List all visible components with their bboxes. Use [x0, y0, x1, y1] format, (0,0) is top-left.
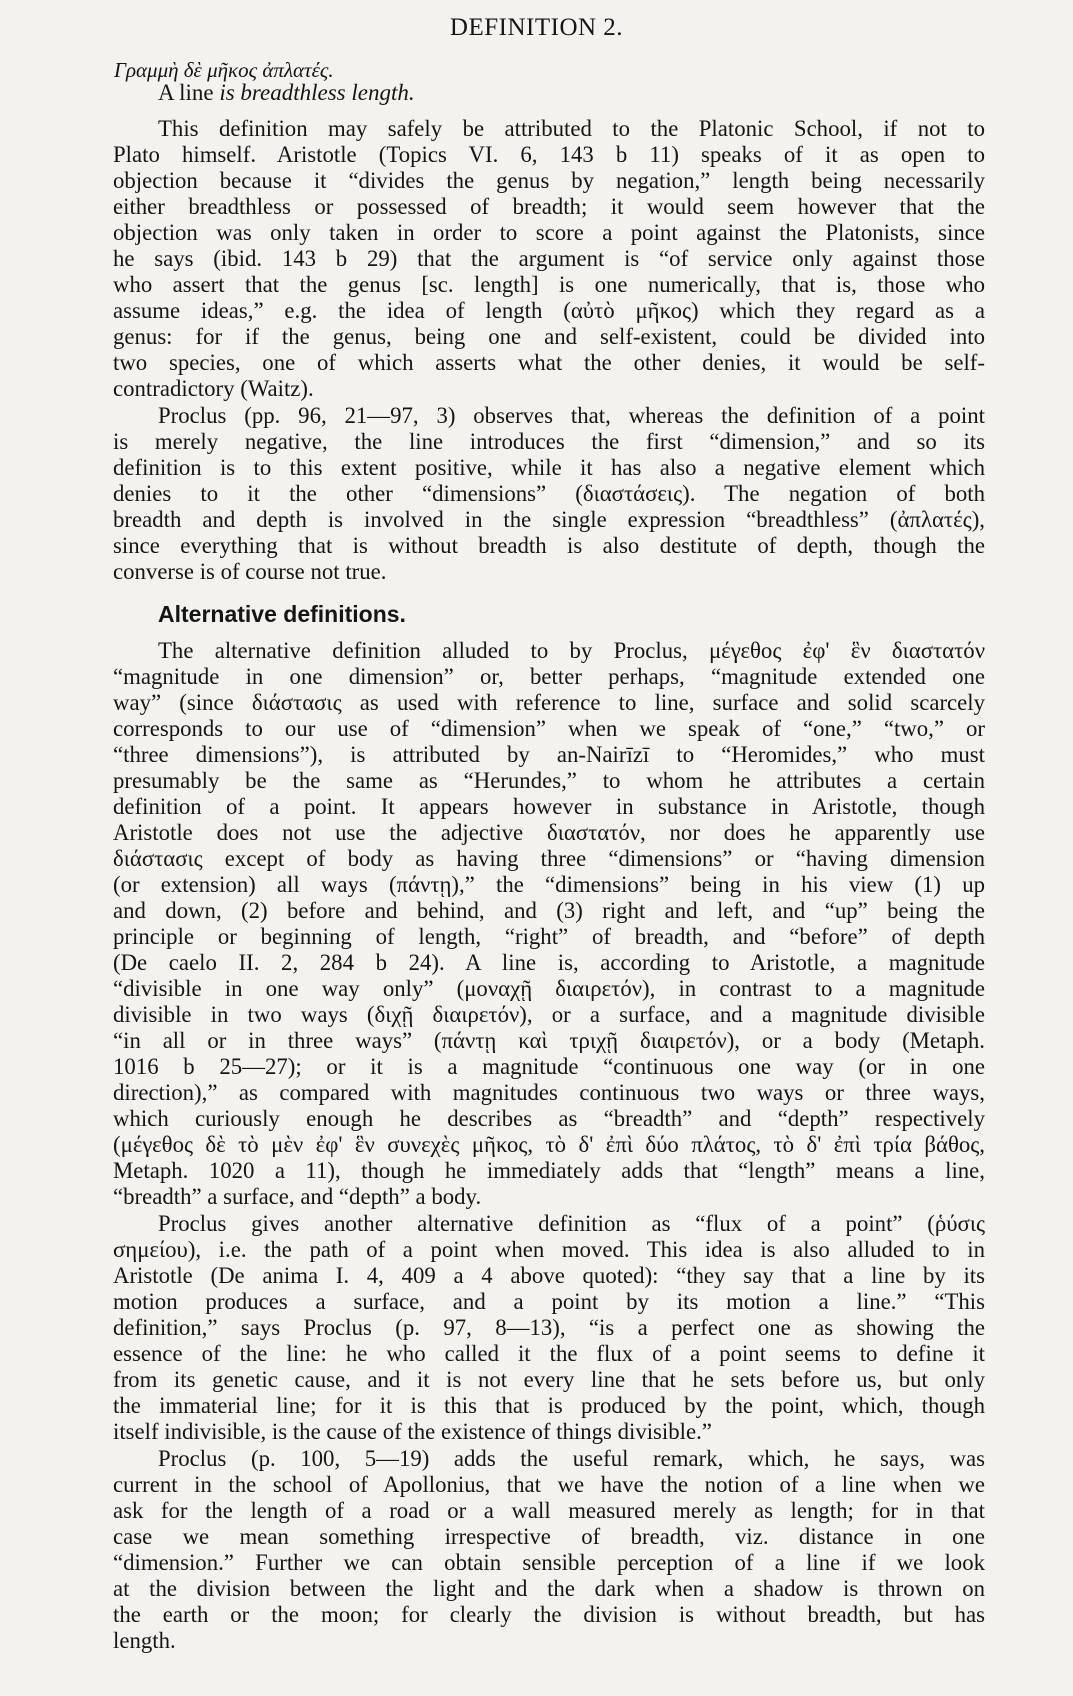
text-line: “dimension.” Further we can obtain sensible perception of a line if we look — [113, 1550, 985, 1575]
text-line: which curiously enough he describes as “breadth” and “depth” respectively — [113, 1106, 985, 1131]
text-line: motion produces a surface, and a point by its motion a line.” “This — [113, 1289, 985, 1314]
text-line: denies to it the other “dimensions” (διαστάσεις). The negation of both — [113, 481, 985, 506]
page-title: DEFINITION 2. — [449, 14, 624, 41]
text-line: “divisible in one way only” (μοναχῇ διαιρετόν), in contrast to a magnitude — [113, 976, 985, 1001]
text-line: either breadthless or possessed of breadth; it would seem however that the — [113, 194, 985, 219]
text-line: “breadth” a surface, and “depth” a body. — [113, 1184, 482, 1209]
text-line: The alternative definition alluded to by Proclus, μέγεθος ἐφ' ἓν διαστατόν — [158, 638, 985, 663]
text-line: definition of a point. It appears however in substance in Aristotle, though — [113, 794, 985, 819]
text-line: genus: for if the genus, being one and self-existent, could be divided into — [113, 324, 985, 349]
english-definition — [158, 80, 415, 106]
text-line: “three dimensions”), is attributed by an-Nairīzī to “Heromides,” who must — [113, 742, 985, 767]
definition-prefix: A line — [158, 80, 220, 105]
text-line: current in the school of Apollonius, that we have the notion of a line when we — [113, 1472, 985, 1497]
text-line: corresponds to our use of “dimension” when we speak of “one,” “two,” or — [113, 716, 985, 741]
text-line: Aristotle (De anima I. 4, 409 a 4 above quoted): “they say that a line by its — [113, 1263, 985, 1288]
text-line: σημείου), i.e. the path of a point when moved. This idea is also alluded to in — [113, 1237, 985, 1262]
text-line: (or extension) all ways (πάντῃ),” the “dimensions” being in his view (1) up — [113, 872, 985, 897]
text-line: breadth and depth is involved in the single expression “breadthless” (ἀπλατές), — [113, 507, 985, 532]
text-line: from its genetic cause, and it is not every line that he sets before us, but only — [113, 1367, 985, 1392]
text-line: 1016 b 25—27); or it is a magnitude “continuous one way (or in one — [113, 1054, 985, 1079]
text-line: Proclus gives another alternative definition as “flux of a point” (ῥύσις — [158, 1211, 985, 1236]
text-line: divisible in two ways (διχῇ διαιρετόν), or a surface, and a magnitude divisible — [113, 1002, 985, 1027]
definition-italic: is breadthless length. — [219, 80, 415, 105]
text-line: Proclus (p. 100, 5—19) adds the useful remark, which, he says, was — [158, 1446, 985, 1471]
text-line: This definition may safely be attributed to the Platonic School, if not to — [158, 116, 985, 141]
text-line: is merely negative, the line introduces the first “dimension,” and so its — [113, 429, 985, 454]
text-line: length. — [113, 1628, 176, 1653]
text-line: assume ideas,” e.g. the idea of length (αὐτὸ μῆκος) which they regard as a — [113, 298, 985, 323]
text-line: Aristotle does not use the adjective διαστατόν, nor does he apparently use — [113, 820, 985, 845]
text-line: ask for the length of a road or a wall measured merely as length; for in that — [113, 1498, 985, 1523]
text-line: definition,” says Proclus (p. 97, 8—13), “is a perfect one as showing the — [113, 1315, 985, 1340]
text-line: since everything that is without breadth is also destitute of depth, though the — [113, 533, 985, 558]
text-line: objection because it “divides the genus by negation,” length being necessarily — [113, 168, 985, 193]
text-line: way” (since διάστασις as used with reference to line, surface and solid scarcely — [113, 690, 985, 715]
text-line: principle or beginning of length, “right” of breadth, and “before” of depth — [113, 924, 985, 949]
text-line: Plato himself. Aristotle (Topics VI. 6, 143 b 11) speaks of it as open to — [113, 142, 985, 167]
text-line: the immaterial line; for it is this that is produced by the point, which, though — [113, 1393, 985, 1418]
text-line: contradictory (Waitz). — [113, 376, 314, 401]
greek-definition: Γραμμὴ δὲ μῆκος ἀπλατές. — [114, 58, 334, 82]
text-line: “magnitude in one dimension” or, better perhaps, “magnitude extended one — [113, 664, 985, 689]
text-line: Metaph. 1020 a 11), though he immediately adds that “length” means a line, — [113, 1158, 985, 1183]
section-heading: Alternative definitions. — [158, 601, 406, 627]
text-line: διάστασις except of body as having three “dimensions” or “having dimension — [113, 846, 985, 871]
text-line: direction),” as compared with magnitudes continuous two ways or three ways, — [113, 1080, 985, 1105]
text-line: “in all or in three ways” (πάντῃ καὶ τριχῇ διαιρετόν), or a body (Metaph. — [113, 1028, 985, 1053]
text-line: itself indivisible, is the cause of the existence of things divisible.” — [113, 1419, 712, 1444]
text-line: presumably be the same as “Herundes,” to whom he attributes a certain — [113, 768, 985, 793]
text-line: and down, (2) before and behind, and (3) right and left, and “up” being the — [113, 898, 985, 923]
text-line: (De caelo II. 2, 284 b 24). A line is, according to Aristotle, a magnitude — [113, 950, 985, 975]
text-line: (μέγεθος δὲ τὸ μὲν ἐφ' ἓν συνεχὲς μῆκος, τὸ δ' ἐπὶ δύο πλάτος, τὸ δ' ἐπὶ τρία βάθος, — [113, 1132, 985, 1157]
text-line: he says (ibid. 143 b 29) that the argument is “of service only against those — [113, 246, 985, 271]
text-line: Proclus (pp. 96, 21—97, 3) observes that, whereas the definition of a point — [158, 403, 985, 428]
text-line: objection was only taken in order to score a point against the Platonists, since — [113, 220, 985, 245]
text-line: essence of the line: he who called it the flux of a point seems to define it — [113, 1341, 985, 1366]
text-line: converse is of course not true. — [113, 559, 387, 584]
text-line: the earth or the moon; for clearly the division is without breadth, but has — [113, 1602, 985, 1627]
text-line: case we mean something irrespective of breadth, viz. distance in one — [113, 1524, 985, 1549]
text-line: definition is to this extent positive, while it has also a negative element which — [113, 455, 985, 480]
text-line: who assert that the genus [sc. length] is one numerically, that is, those who — [113, 272, 985, 297]
text-line: at the division between the light and the dark when a shadow is thrown on — [113, 1576, 985, 1601]
text-line: two species, one of which asserts what the other denies, it would be self- — [113, 350, 985, 375]
